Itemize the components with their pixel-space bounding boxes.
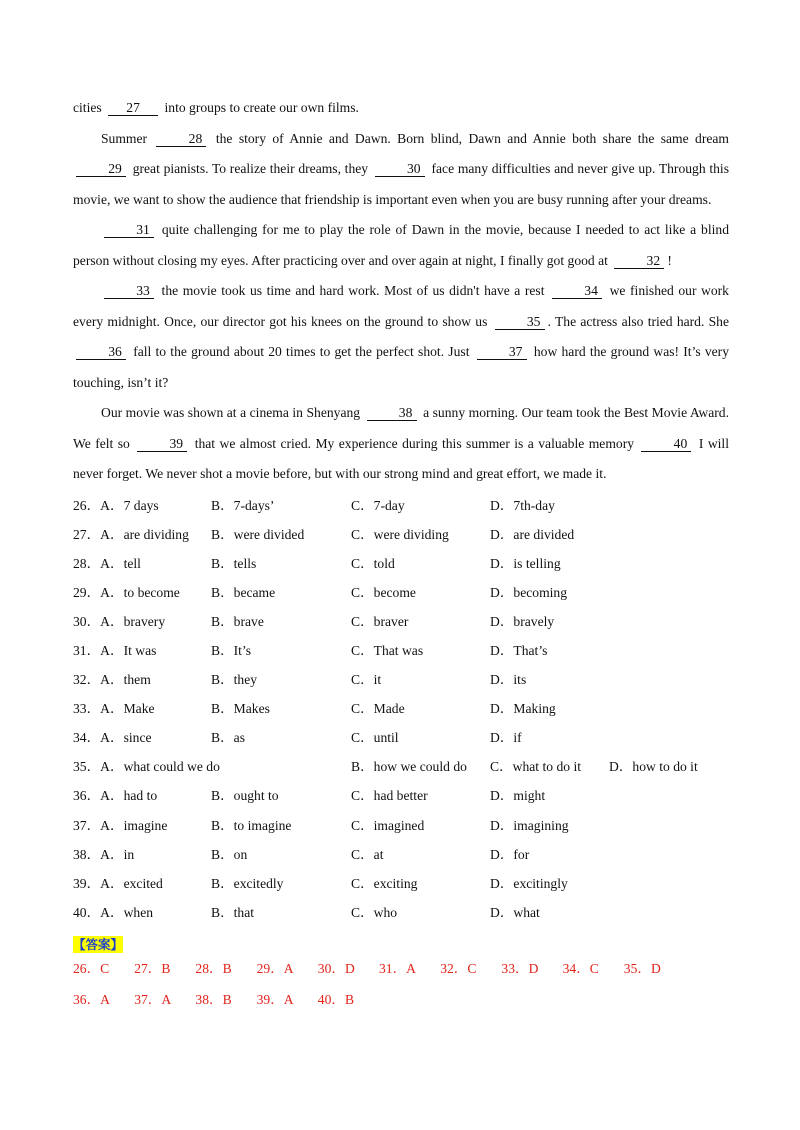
question-option-a: 36．A．had to bbox=[73, 788, 158, 804]
answer-item: 32．C bbox=[440, 960, 477, 976]
answer-item: 40．B bbox=[317, 991, 355, 1007]
question-option-a: 31．A．It was bbox=[73, 642, 157, 658]
question-39 bbox=[73, 869, 729, 898]
answer-item: 28．B bbox=[195, 960, 232, 976]
question-26 bbox=[73, 491, 729, 520]
passage-text: cities bbox=[73, 100, 106, 115]
answer-item: 30．D bbox=[317, 960, 355, 976]
question-option-d: D．if bbox=[490, 730, 522, 746]
question-option-c: C．who bbox=[351, 904, 398, 920]
answer-item: 35．D bbox=[623, 960, 661, 976]
blank-33: 33 bbox=[104, 284, 154, 299]
blank-29: 29 bbox=[76, 162, 126, 177]
passage-paragraph bbox=[73, 215, 729, 276]
passage-text: great pianists. To realize their dreams, they bbox=[129, 161, 372, 176]
question-option-a: 29．A．to become bbox=[73, 584, 180, 600]
question-27 bbox=[73, 520, 729, 549]
question-option-c: C．what to do it bbox=[490, 759, 582, 775]
question-option-a: 38．A．in bbox=[73, 846, 135, 862]
question-option-d: D．7th-day bbox=[490, 497, 555, 513]
question-option-c: C．had better bbox=[351, 788, 428, 804]
question-30 bbox=[73, 607, 729, 636]
question-29 bbox=[73, 578, 729, 607]
question-option-d: D．might bbox=[490, 788, 546, 804]
question-options bbox=[73, 491, 729, 927]
question-option-a: 34．A．since bbox=[73, 730, 152, 746]
question-option-a: 39．A．excited bbox=[73, 875, 163, 891]
question-option-c: C．at bbox=[351, 846, 384, 862]
answer-item: 26．C bbox=[73, 960, 110, 976]
exam-document bbox=[73, 93, 729, 1015]
answer-item: 36．A bbox=[73, 991, 111, 1007]
passage-text: quite challenging for me to play the role of Dawn in the movie, because I needed to act like a blind person without closing my eyes. After practicing over and over again at night, I finally got good at bbox=[73, 222, 729, 268]
passage-text: . The actress also tried hard. She bbox=[547, 313, 730, 329]
blank-27: 27 bbox=[108, 101, 158, 116]
passage-text: the story of Annie and Dawn. Born blind, Dawn and Annie both share the same dream bbox=[209, 130, 729, 146]
question-34 bbox=[73, 723, 729, 752]
blank-34: 34 bbox=[552, 284, 602, 299]
question-option-c: C．become bbox=[351, 584, 416, 600]
blank-39: 39 bbox=[137, 437, 187, 452]
answer-item: 29．A bbox=[256, 960, 294, 976]
passage-text: into groups to create our own films. bbox=[161, 100, 359, 115]
answer-item: 27．B bbox=[134, 960, 171, 976]
question-33 bbox=[73, 694, 729, 723]
passage-text: fall to the ground about 20 times to get the perfect shot. Just bbox=[129, 344, 474, 359]
question-option-b: B．how we could do bbox=[351, 759, 467, 775]
answer-item: 37．A bbox=[134, 991, 172, 1007]
answer-row bbox=[73, 953, 729, 984]
passage-text: how hard the ground was! It’s very touching, isn’t it? bbox=[73, 344, 729, 390]
blank-35: 35 bbox=[495, 315, 545, 330]
blank-37: 37 bbox=[477, 345, 527, 360]
answer-item: 39．A bbox=[256, 991, 294, 1007]
question-option-d: D．Making bbox=[490, 701, 556, 717]
question-option-d: D．excitingly bbox=[490, 875, 568, 891]
question-option-c: C．until bbox=[351, 730, 399, 746]
question-option-d: D．for bbox=[490, 846, 530, 862]
question-option-a: 40．A．when bbox=[73, 904, 154, 920]
question-option-c: C．told bbox=[351, 555, 395, 571]
answer-item: 38．B bbox=[195, 991, 232, 1007]
question-option-b: B．tells bbox=[211, 555, 257, 571]
question-option-b: B．to imagine bbox=[211, 817, 292, 833]
question-option-a: 32．A．them bbox=[73, 672, 151, 688]
question-option-b: B．that bbox=[211, 904, 255, 920]
question-28 bbox=[73, 549, 729, 578]
passage-text: the movie took us time and hard work. Most of us didn't have a rest bbox=[157, 283, 550, 298]
question-option-a: 27．A．are dividing bbox=[73, 526, 189, 542]
question-option-a: 28．A．tell bbox=[73, 555, 141, 571]
passage-paragraph bbox=[73, 93, 729, 124]
question-option-b: B．they bbox=[211, 672, 258, 688]
question-option-a: 37．A．imagine bbox=[73, 817, 168, 833]
passage-paragraph bbox=[73, 398, 729, 490]
blank-40: 40 bbox=[641, 437, 691, 452]
blank-38: 38 bbox=[367, 406, 417, 421]
passage-text: face many difficulties and never give up. Through this movie, we want to show the audience that friendship is important even when you are busy running after your dreams. bbox=[73, 161, 729, 207]
question-option-b: B．on bbox=[211, 846, 248, 862]
question-option-b: B．ought to bbox=[211, 788, 279, 804]
answer-label: 【答案】 bbox=[73, 936, 124, 952]
passage-text: I will never forget. We never shot a movie before, but with our strong mind and great effort, we made it. bbox=[73, 435, 729, 481]
question-option-c: C．7-day bbox=[351, 497, 405, 513]
question-option-b: B．7-days’ bbox=[211, 497, 275, 513]
answer-section bbox=[73, 927, 729, 1015]
answer-row bbox=[73, 984, 729, 1015]
question-38 bbox=[73, 840, 729, 869]
blank-31: 31 bbox=[104, 223, 154, 238]
question-option-a: 30．A．bravery bbox=[73, 613, 166, 629]
question-option-b: B．excitedly bbox=[211, 875, 284, 891]
question-option-c: C．it bbox=[351, 672, 382, 688]
passage-text: Summer bbox=[101, 130, 154, 146]
question-option-d: D．That’s bbox=[490, 642, 548, 658]
question-option-d: D．are divided bbox=[490, 526, 575, 542]
question-32 bbox=[73, 665, 729, 694]
question-option-a: 35．A．what could we do bbox=[73, 759, 220, 775]
question-37 bbox=[73, 811, 729, 840]
question-option-a: 33．A．Make bbox=[73, 701, 155, 717]
question-option-b: B．as bbox=[211, 730, 245, 746]
question-35 bbox=[73, 752, 729, 781]
question-option-b: B．It’s bbox=[211, 642, 252, 658]
question-option-c: C．imagined bbox=[351, 817, 425, 833]
question-40 bbox=[73, 898, 729, 927]
passage-paragraph bbox=[73, 124, 729, 216]
question-option-b: B．Makes bbox=[211, 701, 270, 717]
question-option-d: D．what bbox=[490, 904, 540, 920]
answer-item: 34．C bbox=[562, 960, 599, 976]
question-option-d: D．its bbox=[490, 672, 527, 688]
question-option-c: C．exciting bbox=[351, 875, 418, 891]
question-option-c: C．were dividing bbox=[351, 526, 449, 542]
passage-text: we finished our work every midnight. Once, our director got his knees on the ground to show us bbox=[73, 283, 729, 329]
blank-32: 32 bbox=[614, 254, 664, 269]
answer-key bbox=[73, 953, 729, 1015]
question-option-d: D．is telling bbox=[490, 555, 561, 571]
question-31 bbox=[73, 636, 729, 665]
question-option-c: C．braver bbox=[351, 613, 409, 629]
passage-text: a sunny morning. Our team took the Best Movie Award. We felt so bbox=[73, 405, 730, 451]
question-option-a: 26．A．7 days bbox=[73, 497, 159, 513]
question-36 bbox=[73, 781, 729, 810]
question-option-d: D．how to do it bbox=[609, 759, 698, 775]
question-option-b: B．were divided bbox=[211, 526, 305, 542]
passage-paragraph bbox=[73, 276, 729, 398]
question-option-d: D．becoming bbox=[490, 584, 568, 600]
passage-text: Our movie was shown at a cinema in Shenyang bbox=[101, 405, 364, 420]
answer-item: 31．A bbox=[379, 960, 417, 976]
question-option-c: C．Made bbox=[351, 701, 405, 717]
passage bbox=[73, 93, 729, 490]
question-option-b: B．brave bbox=[211, 613, 264, 629]
blank-28: 28 bbox=[156, 132, 206, 147]
question-option-c: C．That was bbox=[351, 642, 424, 658]
passage-text: that we almost cried. My experience during this summer is a valuable memory bbox=[190, 435, 639, 451]
passage-text: ! bbox=[667, 252, 672, 268]
answer-item: 33．D bbox=[501, 960, 539, 976]
question-option-d: D．bravely bbox=[490, 613, 555, 629]
blank-30: 30 bbox=[375, 162, 425, 177]
question-option-b: B．became bbox=[211, 584, 276, 600]
blank-36: 36 bbox=[76, 345, 126, 360]
question-option-d: D．imagining bbox=[490, 817, 569, 833]
